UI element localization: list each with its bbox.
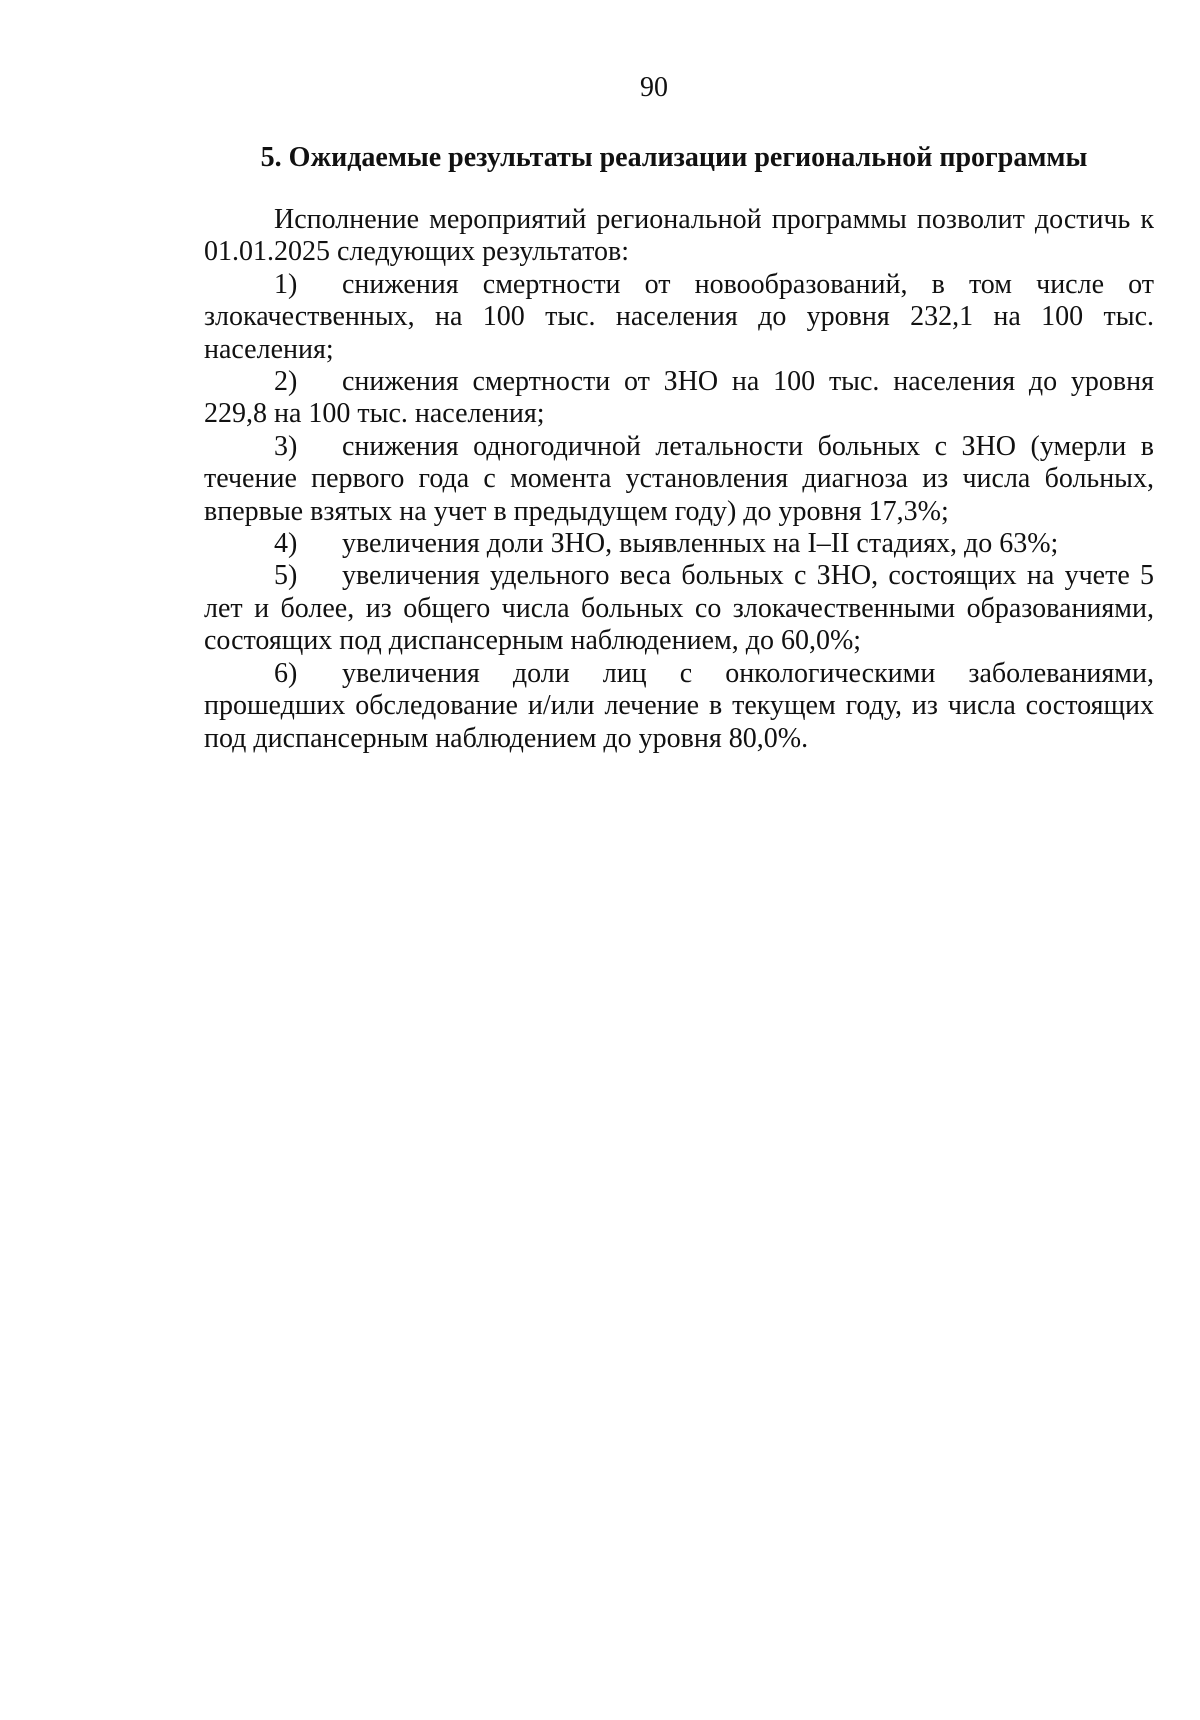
list-item-number: 4)	[274, 528, 298, 560]
list-item-text: увеличения удельного веса больных с ЗНО, состоящих на учете 5 лет и более, из общего числа больных со злокачественными образованиями, состоящих под диспансерным наблюдением, до 60,0%;	[204, 560, 1154, 657]
list-item-number: 1)	[274, 268, 298, 300]
intro-paragraph: Исполнение мероприятий региональной программы позволит достичь к 01.01.2025 следующих результатов:	[204, 204, 1154, 268]
document-body	[204, 204, 1154, 755]
list-item-text: увеличения доли ЗНО, выявленных на I–II стадиях, до 63%;	[342, 528, 1059, 560]
list-item-number: 3)	[274, 430, 298, 462]
list-item	[204, 658, 1154, 755]
list-item-number: 5)	[274, 560, 298, 592]
list-item	[204, 528, 1154, 560]
list-item	[204, 431, 1154, 528]
list-item-text: снижения одногодичной летальности больных с ЗНО (умерли в течение первого года с момента установления диагноза из числа больных, впервые взятых на учет в предыдущем году) до уровня 17,3%;	[204, 430, 1154, 527]
list-item-number: 2)	[274, 366, 298, 398]
page-number: 90	[640, 72, 668, 103]
list-item-text: снижения смертности от новообразований, в том числе от злокачественных, на 100 тыс. населения до уровня 232,1 на 100 тыс. населения;	[204, 268, 1154, 365]
section-heading: 5. Ожидаемые результаты реализации региональной программы	[260, 142, 1088, 173]
list-item	[204, 560, 1154, 657]
list-item-number: 6)	[274, 657, 298, 689]
list-item-text: снижения смертности от ЗНО на 100 тыс. населения до уровня 229,8 на 100 тыс. населения;	[204, 366, 1154, 430]
list-item-text: увеличения доли лиц с онкологическими заболеваниями, прошедших обследование и/или лечение в текущем году, из числа состоящих под диспансерным наблюдением до уровня 80,0%.	[204, 657, 1154, 754]
list-item	[204, 269, 1154, 366]
list-item	[204, 366, 1154, 431]
